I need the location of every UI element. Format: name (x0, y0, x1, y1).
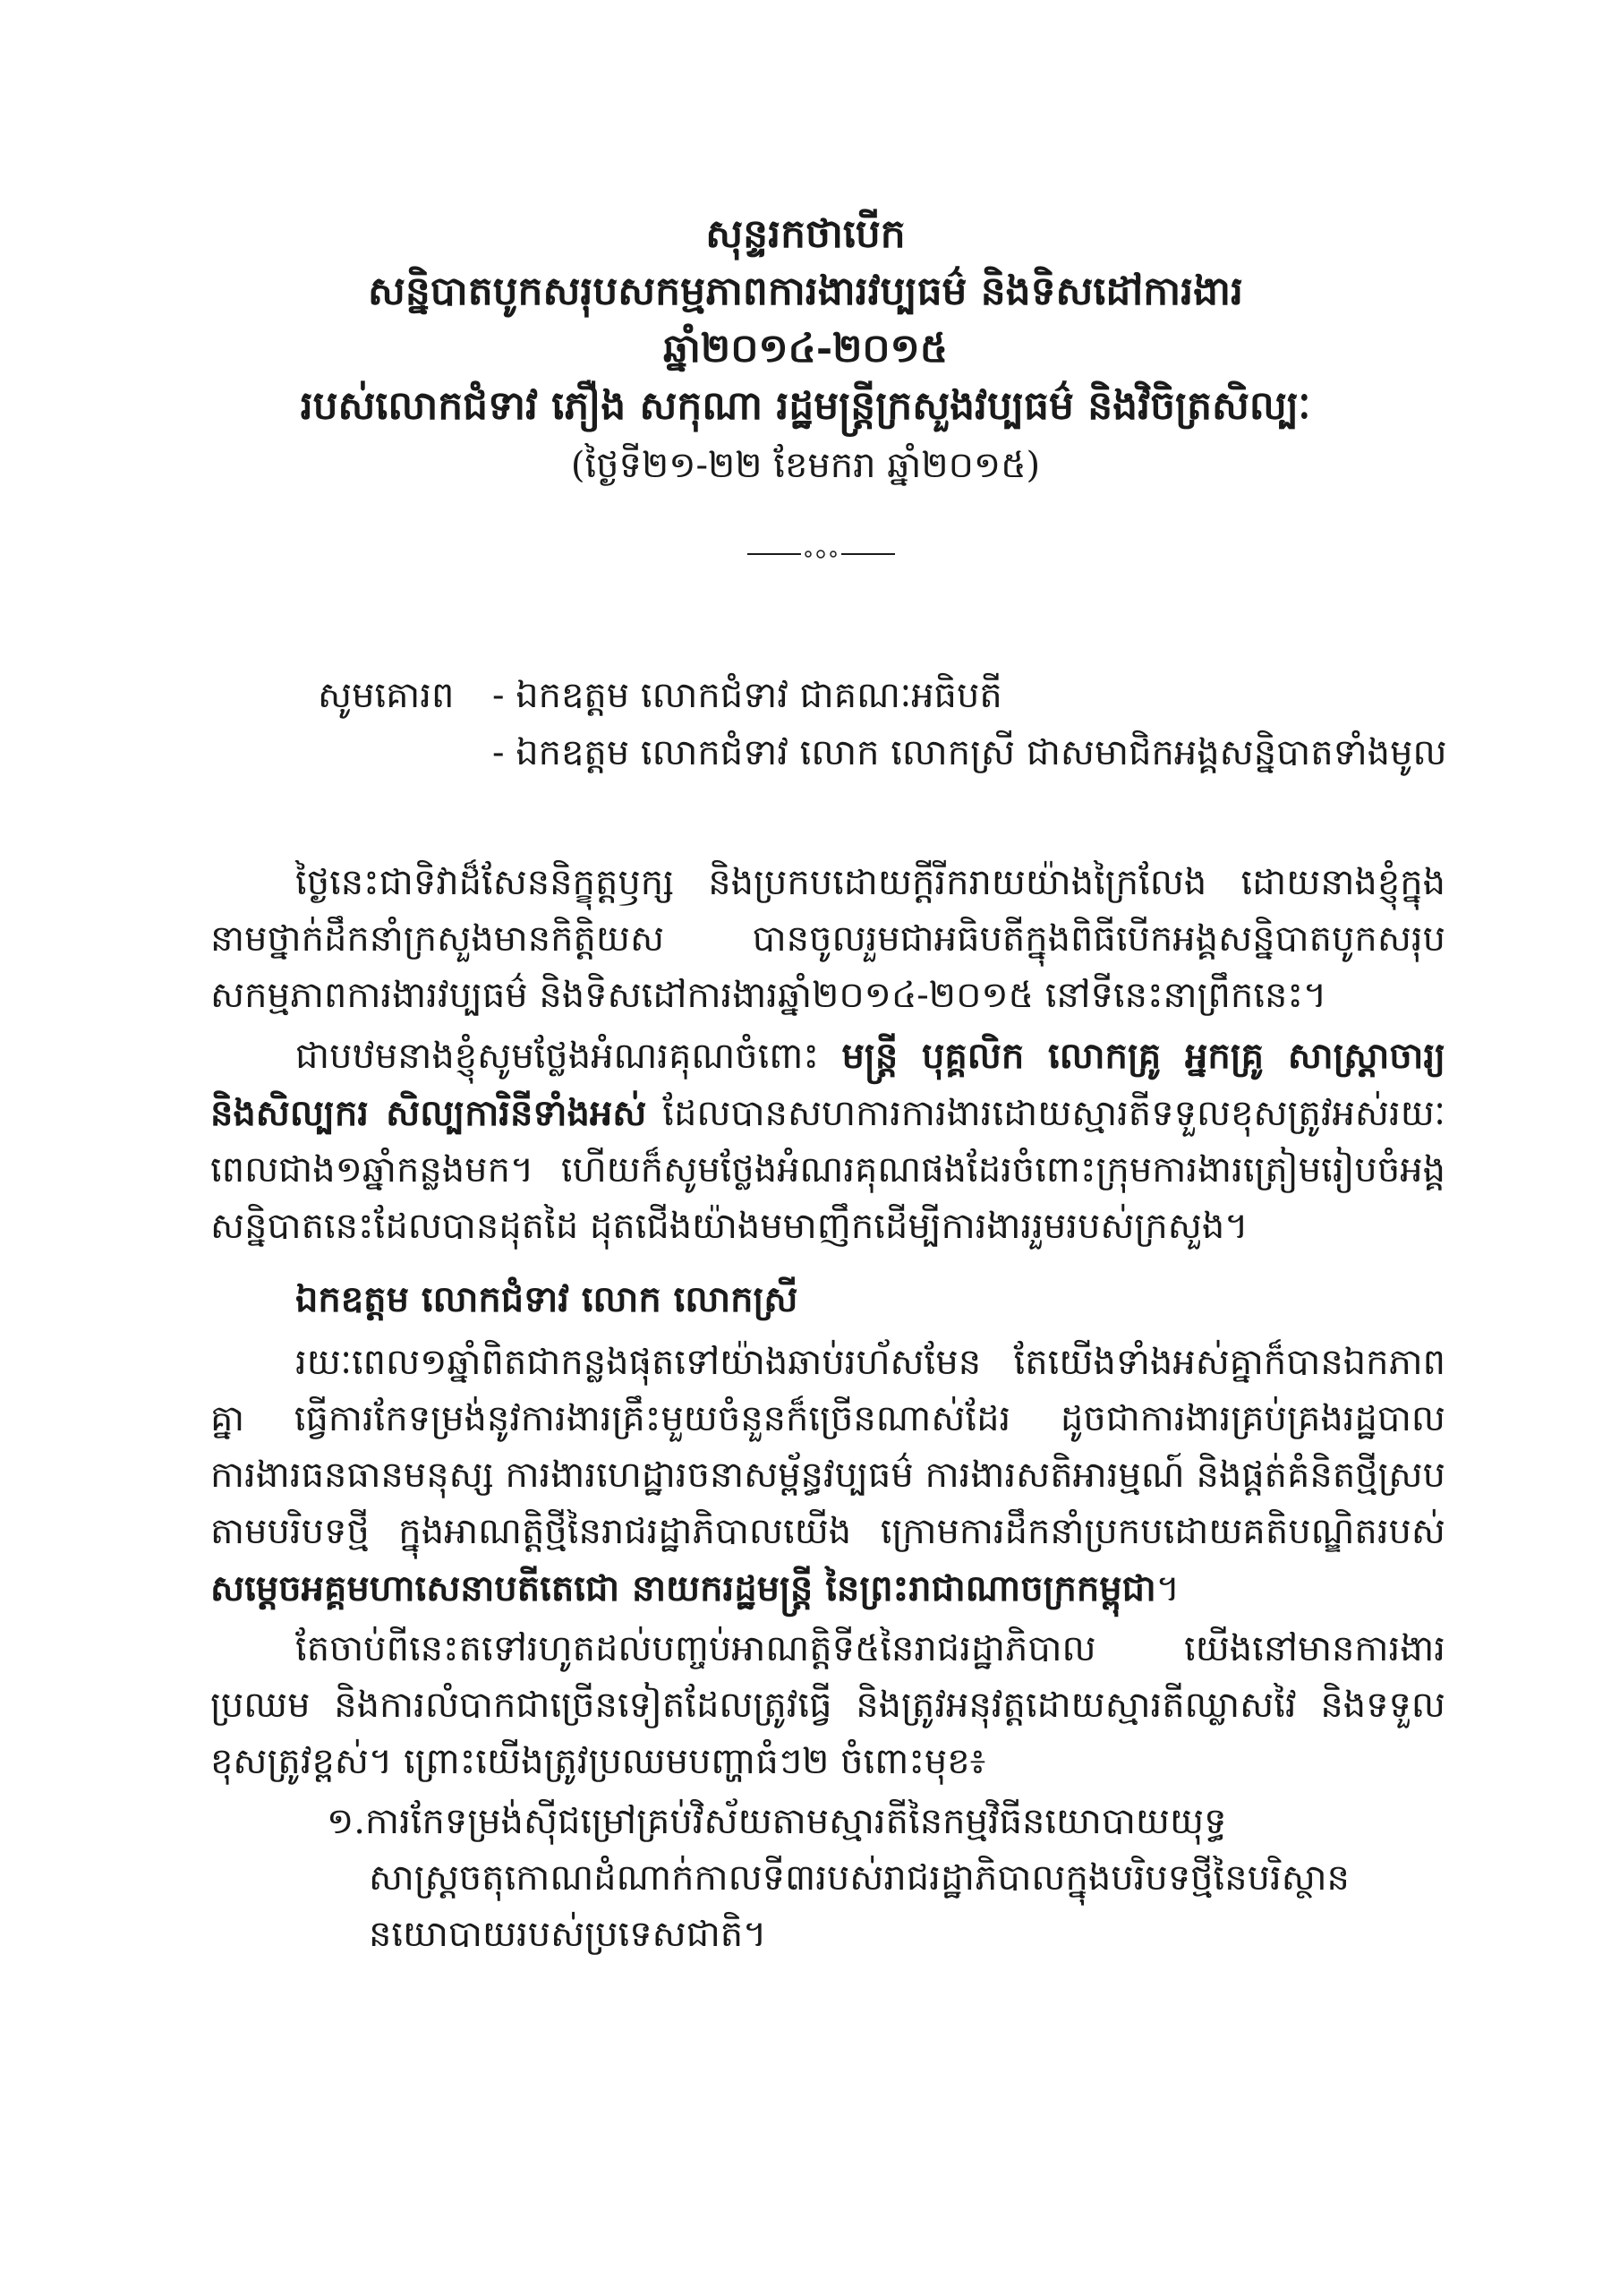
list-item-1: ១.ការកែទម្រង់ស៊ីជម្រៅគ្រប់វិស័យតាមស្មារតីនៃកម្មវិធីនយោបាយយុទ្ធសាស្ត្រចតុកោណដំណាក់កាលទី៣របស់រាជរដ្ឋាភិបាលក្នុងបរិបទថ្មីនៃបរិស្ថាននយោបាយរបស់ប្រទេសជាតិ។ (327, 1801, 1350, 1955)
salutation-line-1: - ឯកឧត្តម លោកជំទាវ ជាគណៈអធិបតី (492, 675, 1002, 716)
paragraph-2 (210, 1028, 1445, 1255)
salutation-line-2: - ឯកឧត្តម លោកជំទាវ លោក លោកស្រី ជាសមាជិកអង្គសន្និបាតទាំងមូល (492, 732, 1447, 773)
divider-ornament-icon (747, 548, 895, 560)
paragraph-3-bold: សម្តេចអគ្គមហាសេនាបតីតេជោ នាយករដ្ឋមន្ត្រី នៃព្រះរាជាណាចក្រកម្ពុជា (210, 1567, 1156, 1609)
speaker-line: របស់លោកជំទាវ ភឿង សកុណា រដ្ឋមន្ត្រីក្រសួងវប្បធម៌ និងវិចិត្រសិល្បៈ (300, 383, 1311, 429)
paragraph-2-text-b: ដែលបានសហការការងារដោយស្មារតីទទួលខុសត្រូវអស់រយៈពេលជាង១ឆ្នាំកន្លងមក។ ហើយក៏សូមថ្លែងអំណរគុណផងដែរចំពោះក្រុមការងារត្រៀមរៀបចំអង្គសន្និបាតនេះដែលបានដុតដៃ ដុតជើងយ៉ាងមមាញឹកដើម្បីការងាររួមរបស់ក្រសួង។ (210, 1093, 1446, 1247)
salutation-row (318, 667, 1481, 724)
paragraph-3-text-a: រយៈពេល១ឆ្នាំពិតជាកន្លងផុតទៅយ៉ាងឆាប់រហ័សមែន តែយើងទាំងអស់គ្នាក៏បានឯកភាពគ្នា ធ្វើការកែទម្រង់នូវការងារគ្រឹះមួយចំនួនក៏ច្រើនណាស់ដែរ ដូចជាការងារគ្រប់គ្រងរដ្ឋបាល ការងារធនធានមនុស្ស ការងារហេដ្ឋារចនាសម្ព័ន្ធវប្បធម៌ ការងារសតិអារម្មណ៍ និងផ្តត់គំនិតថ្មីស្របតាមបរិបទថ្មី ក្នុងអាណត្តិថ្មីនៃរាជរដ្ឋាភិបាលយើង ក្រោមការដឹកនាំប្រកបដោយគតិបណ្ឌិតរបស់ (210, 1342, 1445, 1552)
address-heading: ឯកឧត្តម លោកជំទាវ លោក លោកស្រី (295, 1278, 798, 1320)
speech-body (210, 855, 1445, 1963)
paragraph-3 (210, 1335, 1445, 1617)
paragraph-1: ថ្ងៃនេះជាទិវាដ៏សែននិក្ខុត្តឫក្ស និងប្រកបដោយក្តីរីករាយយ៉ាងក្រៃលែង ដោយនាងខ្ញុំក្នុងនាមថ្នាក់ដឹកនាំក្រសួងមានកិត្តិយស បានចូលរួមជាអធិបតីក្នុងពិធីបើកអង្គសន្និបាតបូកសរុបសកម្មភាពការងារវប្បធម៌ និងទិសដៅការងារឆ្នាំ២០១៤-២០១៥ នៅទីនេះនាព្រឹកនេះ។ (210, 862, 1445, 1016)
conference-title: សន្និបាតបូកសរុបសកម្មភាពការងារវប្បធម៌ និងទិសដៅការងារ (367, 269, 1244, 314)
paragraph-2-text-a: ជាបឋមនាងខ្ញុំសូមថ្លែងអំណរគុណចំពោះ (295, 1036, 842, 1077)
conference-year: ឆ្នាំ២០១៤-២០១៥ (663, 326, 948, 371)
salutation-row (318, 724, 1481, 781)
speech-date: (ថ្ងៃទី២១-២២ ខែមករា ឆ្នាំ២០១៥) (570, 445, 1041, 486)
paragraph-3-text-b: ។ (1155, 1568, 1181, 1609)
speech-title: សុន្ទរកថាបើក (705, 211, 906, 257)
paragraph-4: តែចាប់ពីនេះតទៅរហូតដល់បញ្ចប់អាណត្តិទី៥នៃរាជរដ្ឋាភិបាល យើងនៅមានការងារប្រឈម និងការលំបាកជាច្រើនទៀតដែលត្រូវធ្វើ និងត្រូវអនុវត្តដោយស្មារតីឈ្លាសវៃ និងទទួលខុសត្រូវខ្ពស់។ ព្រោះយើងត្រូវប្រឈមបញ្ហាធំៗ២ ចំពោះមុខ៖ (210, 1628, 1445, 1782)
salutation-label: សូមគោរព (318, 675, 455, 716)
paragraph-2-bold: មន្ត្រី បុគ្គលិក លោកគ្រូ អ្នកគ្រូ សាស្ត្រាចារ្យ និងសិល្បករ សិល្បការិនីទាំងអស់ (210, 1035, 1445, 1134)
salutation-block (318, 667, 1481, 781)
speech-header (0, 206, 1611, 492)
